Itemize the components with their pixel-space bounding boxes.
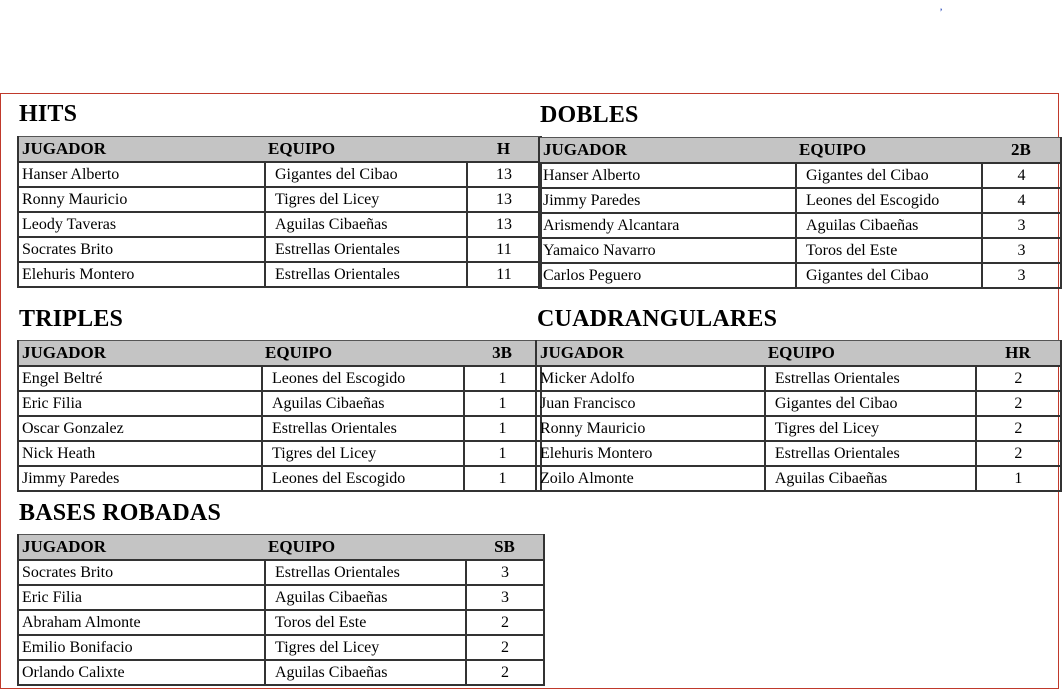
table-row — [536, 366, 1061, 391]
stat-cell: 1 — [976, 466, 1061, 491]
player-cell: Orlando Calixte — [18, 660, 265, 685]
table-row — [536, 441, 1061, 466]
table-row — [18, 162, 541, 187]
column-header: 3B — [464, 341, 541, 367]
player-cell: Micker Adolfo — [536, 366, 765, 391]
team-cell: Toros del Este — [265, 610, 466, 635]
table-header-row — [539, 138, 1061, 164]
player-cell: Eric Filia — [18, 585, 265, 610]
player-cell: Yamaico Navarro — [539, 238, 796, 263]
triples-table — [17, 340, 542, 492]
triples-title: TRIPLES — [19, 306, 124, 332]
stat-cell: 2 — [976, 391, 1061, 416]
stat-cell: 2 — [466, 610, 544, 635]
team-cell: Gigantes del Cibao — [796, 263, 982, 288]
team-cell: Leones del Escogido — [262, 366, 464, 391]
table-row — [18, 262, 541, 287]
stat-cell: 2 — [976, 441, 1061, 466]
column-header: JUGADOR — [18, 535, 265, 561]
player-cell: Eric Filia — [18, 391, 262, 416]
team-cell: Aguilas Cibaeñas — [262, 391, 464, 416]
column-header: EQUIPO — [765, 341, 976, 367]
team-cell: Estrellas Orientales — [765, 366, 976, 391]
team-cell: Tigres del Licey — [765, 416, 976, 441]
table-header-row — [18, 137, 541, 163]
table-row — [536, 466, 1061, 491]
column-header: EQUIPO — [796, 138, 982, 164]
cuadrangulares-section — [537, 306, 777, 332]
table-row — [18, 441, 541, 466]
stat-cell: 11 — [467, 262, 541, 287]
player-cell: Carlos Peguero — [539, 263, 796, 288]
player-cell: Abraham Almonte — [18, 610, 265, 635]
player-cell: Jimmy Paredes — [18, 466, 262, 491]
table-header-row — [18, 535, 544, 561]
stat-cell: 1 — [464, 416, 541, 441]
column-header: 2B — [982, 138, 1061, 164]
stat-cell: 2 — [466, 635, 544, 660]
table-row — [18, 635, 544, 660]
player-cell: Ronny Mauricio — [18, 187, 265, 212]
column-header: EQUIPO — [265, 535, 466, 561]
player-cell: Elehuris Montero — [18, 262, 265, 287]
team-cell: Gigantes del Cibao — [796, 163, 982, 188]
dobles-table — [538, 137, 1062, 289]
stat-cell: 4 — [982, 188, 1061, 213]
stat-cell: 1 — [464, 466, 541, 491]
table-row — [536, 416, 1061, 441]
table-row — [539, 188, 1061, 213]
column-header: SB — [466, 535, 544, 561]
table-row — [18, 212, 541, 237]
stat-cell: 2 — [466, 660, 544, 685]
player-cell: Ronny Mauricio — [536, 416, 765, 441]
player-cell: Arismendy Alcantara — [539, 213, 796, 238]
team-cell: Leones del Escogido — [796, 188, 982, 213]
hits-table — [17, 136, 542, 288]
table-row — [539, 263, 1061, 288]
stat-cell: 1 — [464, 366, 541, 391]
player-cell: Hanser Alberto — [539, 163, 796, 188]
player-cell: Juan Francisco — [536, 391, 765, 416]
dobles-title: DOBLES — [540, 102, 639, 128]
player-cell: Nick Heath — [18, 441, 262, 466]
cuadrangulares-table — [535, 340, 1062, 492]
stat-cell: 3 — [982, 238, 1061, 263]
column-header: EQUIPO — [265, 137, 467, 163]
stat-cell: 13 — [467, 187, 541, 212]
dobles-section — [540, 102, 639, 128]
table-row — [18, 187, 541, 212]
bases-robadas-table — [17, 534, 545, 686]
bases-robadas-title: BASES ROBADAS — [19, 500, 221, 526]
team-cell: Estrellas Orientales — [262, 416, 464, 441]
table-row — [18, 585, 544, 610]
table-row — [18, 466, 541, 491]
player-cell: Jimmy Paredes — [539, 188, 796, 213]
table-row — [536, 391, 1061, 416]
team-cell: Estrellas Orientales — [265, 237, 467, 262]
stat-cell: 3 — [466, 585, 544, 610]
team-cell: Estrellas Orientales — [265, 560, 466, 585]
team-cell: Aguilas Cibaeñas — [265, 585, 466, 610]
table-header-row — [536, 341, 1061, 367]
hits-title: HITS — [19, 101, 78, 127]
team-cell: Estrellas Orientales — [765, 441, 976, 466]
table-row — [18, 560, 544, 585]
table-row — [18, 366, 541, 391]
player-cell: Hanser Alberto — [18, 162, 265, 187]
stat-cell: 4 — [982, 163, 1061, 188]
table-row — [18, 416, 541, 441]
stat-cell: 13 — [467, 162, 541, 187]
table-row — [18, 391, 541, 416]
hits-section — [19, 101, 77, 127]
column-header: HR — [976, 341, 1061, 367]
player-cell: Socrates Brito — [18, 560, 265, 585]
team-cell: Toros del Este — [796, 238, 982, 263]
column-header: JUGADOR — [536, 341, 765, 367]
table-row — [539, 213, 1061, 238]
team-cell: Aguilas Cibaeñas — [796, 213, 982, 238]
stat-cell: 2 — [976, 416, 1061, 441]
team-cell: Tigres del Licey — [262, 441, 464, 466]
triples-section — [19, 306, 123, 332]
table-row — [539, 238, 1061, 263]
table-row — [18, 610, 544, 635]
table-header-row — [18, 341, 541, 367]
column-header: H — [467, 137, 541, 163]
team-cell: Aguilas Cibaeñas — [265, 660, 466, 685]
team-cell: Aguilas Cibaeñas — [765, 466, 976, 491]
team-cell: Tigres del Licey — [265, 635, 466, 660]
stat-cell: 13 — [467, 212, 541, 237]
stat-cell: 11 — [467, 237, 541, 262]
player-cell: Oscar Gonzalez — [18, 416, 262, 441]
stat-cell: 1 — [464, 391, 541, 416]
player-cell: Leody Taveras — [18, 212, 265, 237]
column-header: EQUIPO — [262, 341, 464, 367]
column-header: JUGADOR — [18, 137, 265, 163]
player-cell: Socrates Brito — [18, 237, 265, 262]
cuadrangulares-title: CUADRANGULARES — [537, 306, 778, 332]
team-cell: Leones del Escogido — [262, 466, 464, 491]
team-cell: Tigres del Licey — [265, 187, 467, 212]
table-row — [18, 237, 541, 262]
stat-cell: 3 — [466, 560, 544, 585]
bases-robadas-section — [19, 500, 221, 526]
team-cell: Gigantes del Cibao — [765, 391, 976, 416]
player-cell: Zoilo Almonte — [536, 466, 765, 491]
stat-cell: 2 — [976, 366, 1061, 391]
stat-cell: 3 — [982, 263, 1061, 288]
player-cell: Elehuris Montero — [536, 441, 765, 466]
team-cell: Estrellas Orientales — [265, 262, 467, 287]
stat-cell: 1 — [464, 441, 541, 466]
column-header: JUGADOR — [539, 138, 796, 164]
table-row — [18, 660, 544, 685]
team-cell: Gigantes del Cibao — [265, 162, 467, 187]
player-cell: Emilio Bonifacio — [18, 635, 265, 660]
player-cell: Engel Beltré — [18, 366, 262, 391]
team-cell: Aguilas Cibaeñas — [265, 212, 467, 237]
column-header: JUGADOR — [18, 341, 262, 367]
table-row — [539, 163, 1061, 188]
stat-cell: 3 — [982, 213, 1061, 238]
